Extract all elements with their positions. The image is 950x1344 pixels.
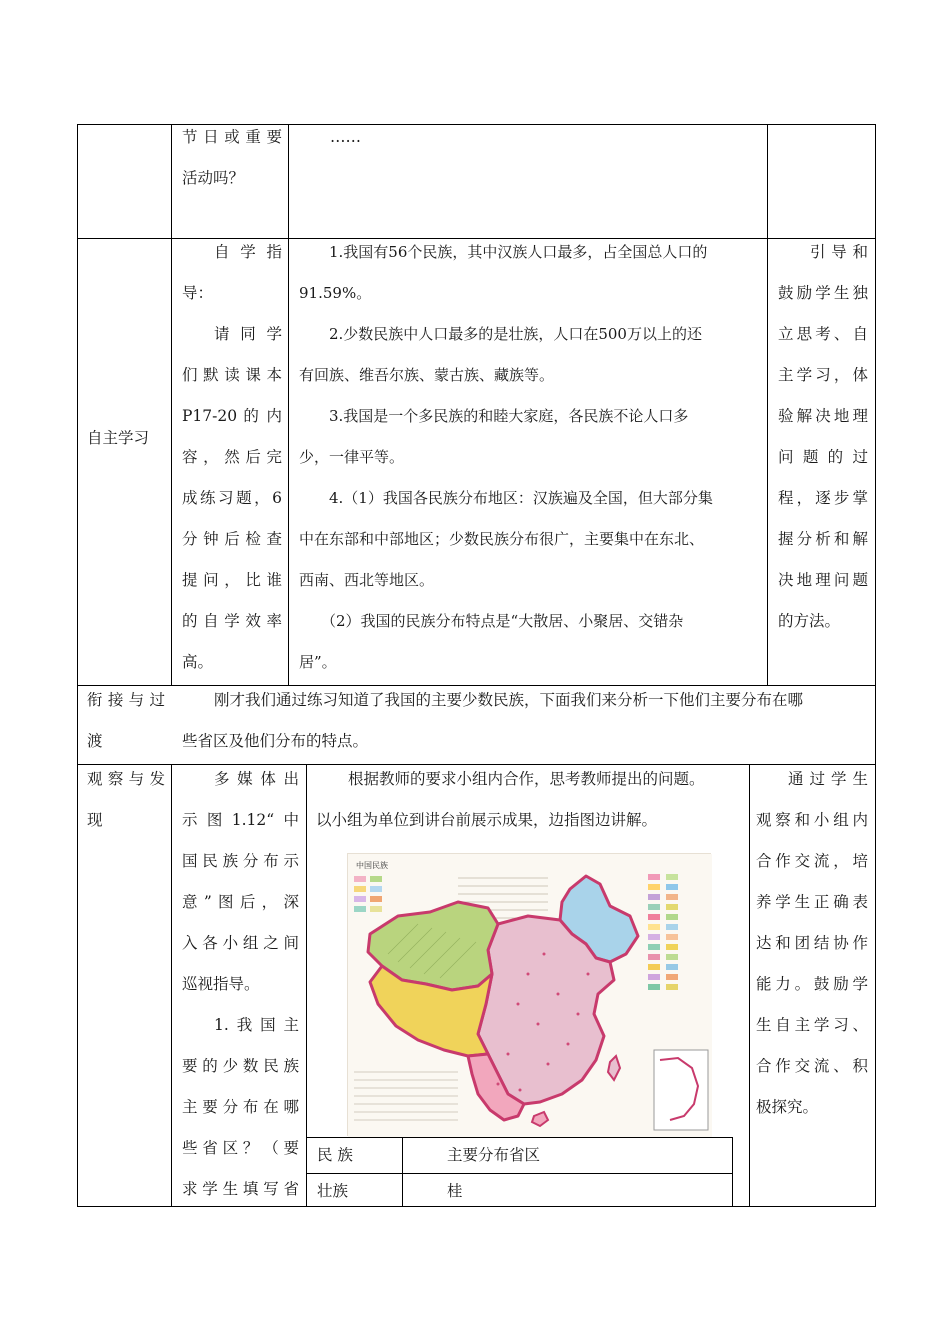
col-divider-3b [749,765,750,1207]
col-divider-3a [767,124,768,686]
answer-line: 有回族、维吾尔族、蒙古族、藏族等。 [299,366,555,384]
ellipsis-text: …… [330,128,361,146]
label-line: 衔接与过 [87,691,165,709]
col-divider-1 [171,124,172,686]
transition-line: 刚才我们通过练习知道了我国的主要少数民族，下面我们来分析一下他们主要分布在哪 [214,691,804,709]
table-header-province: 主要分布省区 [447,1146,541,1164]
purpose-line: 验解决地理 [778,407,868,425]
teacher-line: 的自学效率 [182,612,282,630]
teacher-line: 分钟后检查 [182,530,282,548]
map-graphic [348,854,712,1137]
row2-teacher-cell [182,232,282,683]
row4-student-cell [316,759,746,841]
answer-line: 少，一律平等。 [299,448,405,466]
answer-line: 居”。 [299,653,337,671]
teacher-line: P17-20 的 内 [182,407,282,425]
teacher-line: 请 同 学 [214,325,282,343]
purpose-line: 达和团结协作 [756,934,868,952]
teacher-line: 多媒体出 [214,770,299,788]
answer-line: 91.59%。 [299,284,372,302]
purpose-line: 合作交流，培 [756,852,868,870]
teacher-line: 主要分布在哪 [182,1098,299,1116]
row2-purpose-cell [778,232,868,642]
teacher-line: 些省区？（要 [182,1139,299,1157]
purpose-line: 能力。鼓励学 [756,975,868,993]
teacher-line: 提问，比谁 [182,571,282,589]
row2-student-cell [299,232,759,683]
col-divider-1b [171,765,172,1207]
row4-purpose-cell [756,759,868,1128]
row2-label [87,418,149,459]
label-line: 观察与发 [87,770,165,788]
purpose-line: 养学生正确表 [756,893,868,911]
teacher-line: 1.我国主 [214,1016,299,1034]
china-ethnic-map [347,853,711,1136]
row3-label [87,680,165,762]
distribution-table [306,1137,733,1207]
transition-line: 些省区及他们分布的特点。 [182,732,369,750]
label-line: 渡 [87,732,103,750]
teacher-line: 导： [182,284,214,302]
map-inset-box [654,1050,708,1130]
teacher-line: 意”图后，深 [182,893,299,911]
teacher-line: 示图1.12“中 [182,811,299,829]
row1-line: 节日或重要 [182,128,282,146]
purpose-line: 程，逐步掌 [778,489,868,507]
answer-line: 1.我国有56个民族，其中汉族人口最多，占全国总人口的 [329,243,708,261]
table-cell-province: 桂 [447,1182,463,1200]
purpose-line: 极探究。 [756,1098,819,1116]
purpose-line: 主学习，体 [778,366,868,384]
purpose-line: 通过学生 [788,770,868,788]
teacher-line: 们默读课本 [182,366,282,384]
purpose-line: 立思考、自 [778,325,868,343]
teacher-line: 容，然后完 [182,448,282,466]
purpose-line: 生自主学习、 [756,1016,868,1034]
purpose-line: 观察和小组内 [756,811,868,829]
teacher-line: 巡视指导。 [182,975,260,993]
teacher-line: 成练习题，6 [182,489,282,507]
table-cell-ethnic: 壮族 [317,1182,349,1200]
sub-table-divider [307,1173,732,1174]
purpose-line: 的方法。 [778,612,841,630]
purpose-line: 问题的过 [778,448,868,466]
row3-transition-text [182,680,870,762]
table-header-ethnic: 民 族 [317,1146,353,1164]
purpose-line: 引导和 [810,243,868,261]
answer-line: 4.（1）我国各民族分布地区：汉族遍及全国，但大部分集 [329,489,713,507]
purpose-line: 决地理问题 [778,571,868,589]
map-title: 中国民族 [356,861,388,870]
teacher-line: 高。 [182,653,214,671]
purpose-line: 合作交流、积 [756,1057,868,1075]
answer-line: （2）我国的民族分布特点是“大散居、小聚居、交错杂 [321,612,684,630]
row1-student-cell [330,117,361,158]
teacher-line: 国民族分布示 [182,852,299,870]
sub-table-col-divider [402,1138,403,1206]
section-label-self-study: 自主学习 [87,429,150,447]
student-line: 根据教师的要求小组内合作，思考教师提出的问题。 [348,770,705,788]
label-line: 现 [87,811,103,829]
teacher-line: 要的少数民族 [182,1057,299,1075]
teacher-line: 求学生填写省 [182,1180,299,1198]
teacher-line: 自 学 指 [214,243,282,261]
answer-line: 3.我国是一个多民族的和睦大家庭，各民族不论人口多 [329,407,689,425]
answer-line: 2.少数民族中人口最多的是壮族，人口在500万以上的还 [329,325,702,343]
row4-teacher-cell [182,759,299,1210]
row1-activity-cell [182,117,282,199]
col-divider-2a [288,124,289,686]
student-line: 以小组为单位到讲台前展示成果，边指图边讲解。 [316,811,658,829]
purpose-line: 鼓励学生独 [778,284,868,302]
answer-line: 西南、西北等地区。 [299,571,435,589]
row4-label [87,759,165,841]
teacher-line: 入各小组之间 [182,934,299,952]
answer-line: 中在东部和中部地区；少数民族分布很广，主要集中在东北、 [299,530,705,548]
row1-line: 活动吗？ [182,169,245,187]
purpose-line: 握分析和解 [778,530,868,548]
